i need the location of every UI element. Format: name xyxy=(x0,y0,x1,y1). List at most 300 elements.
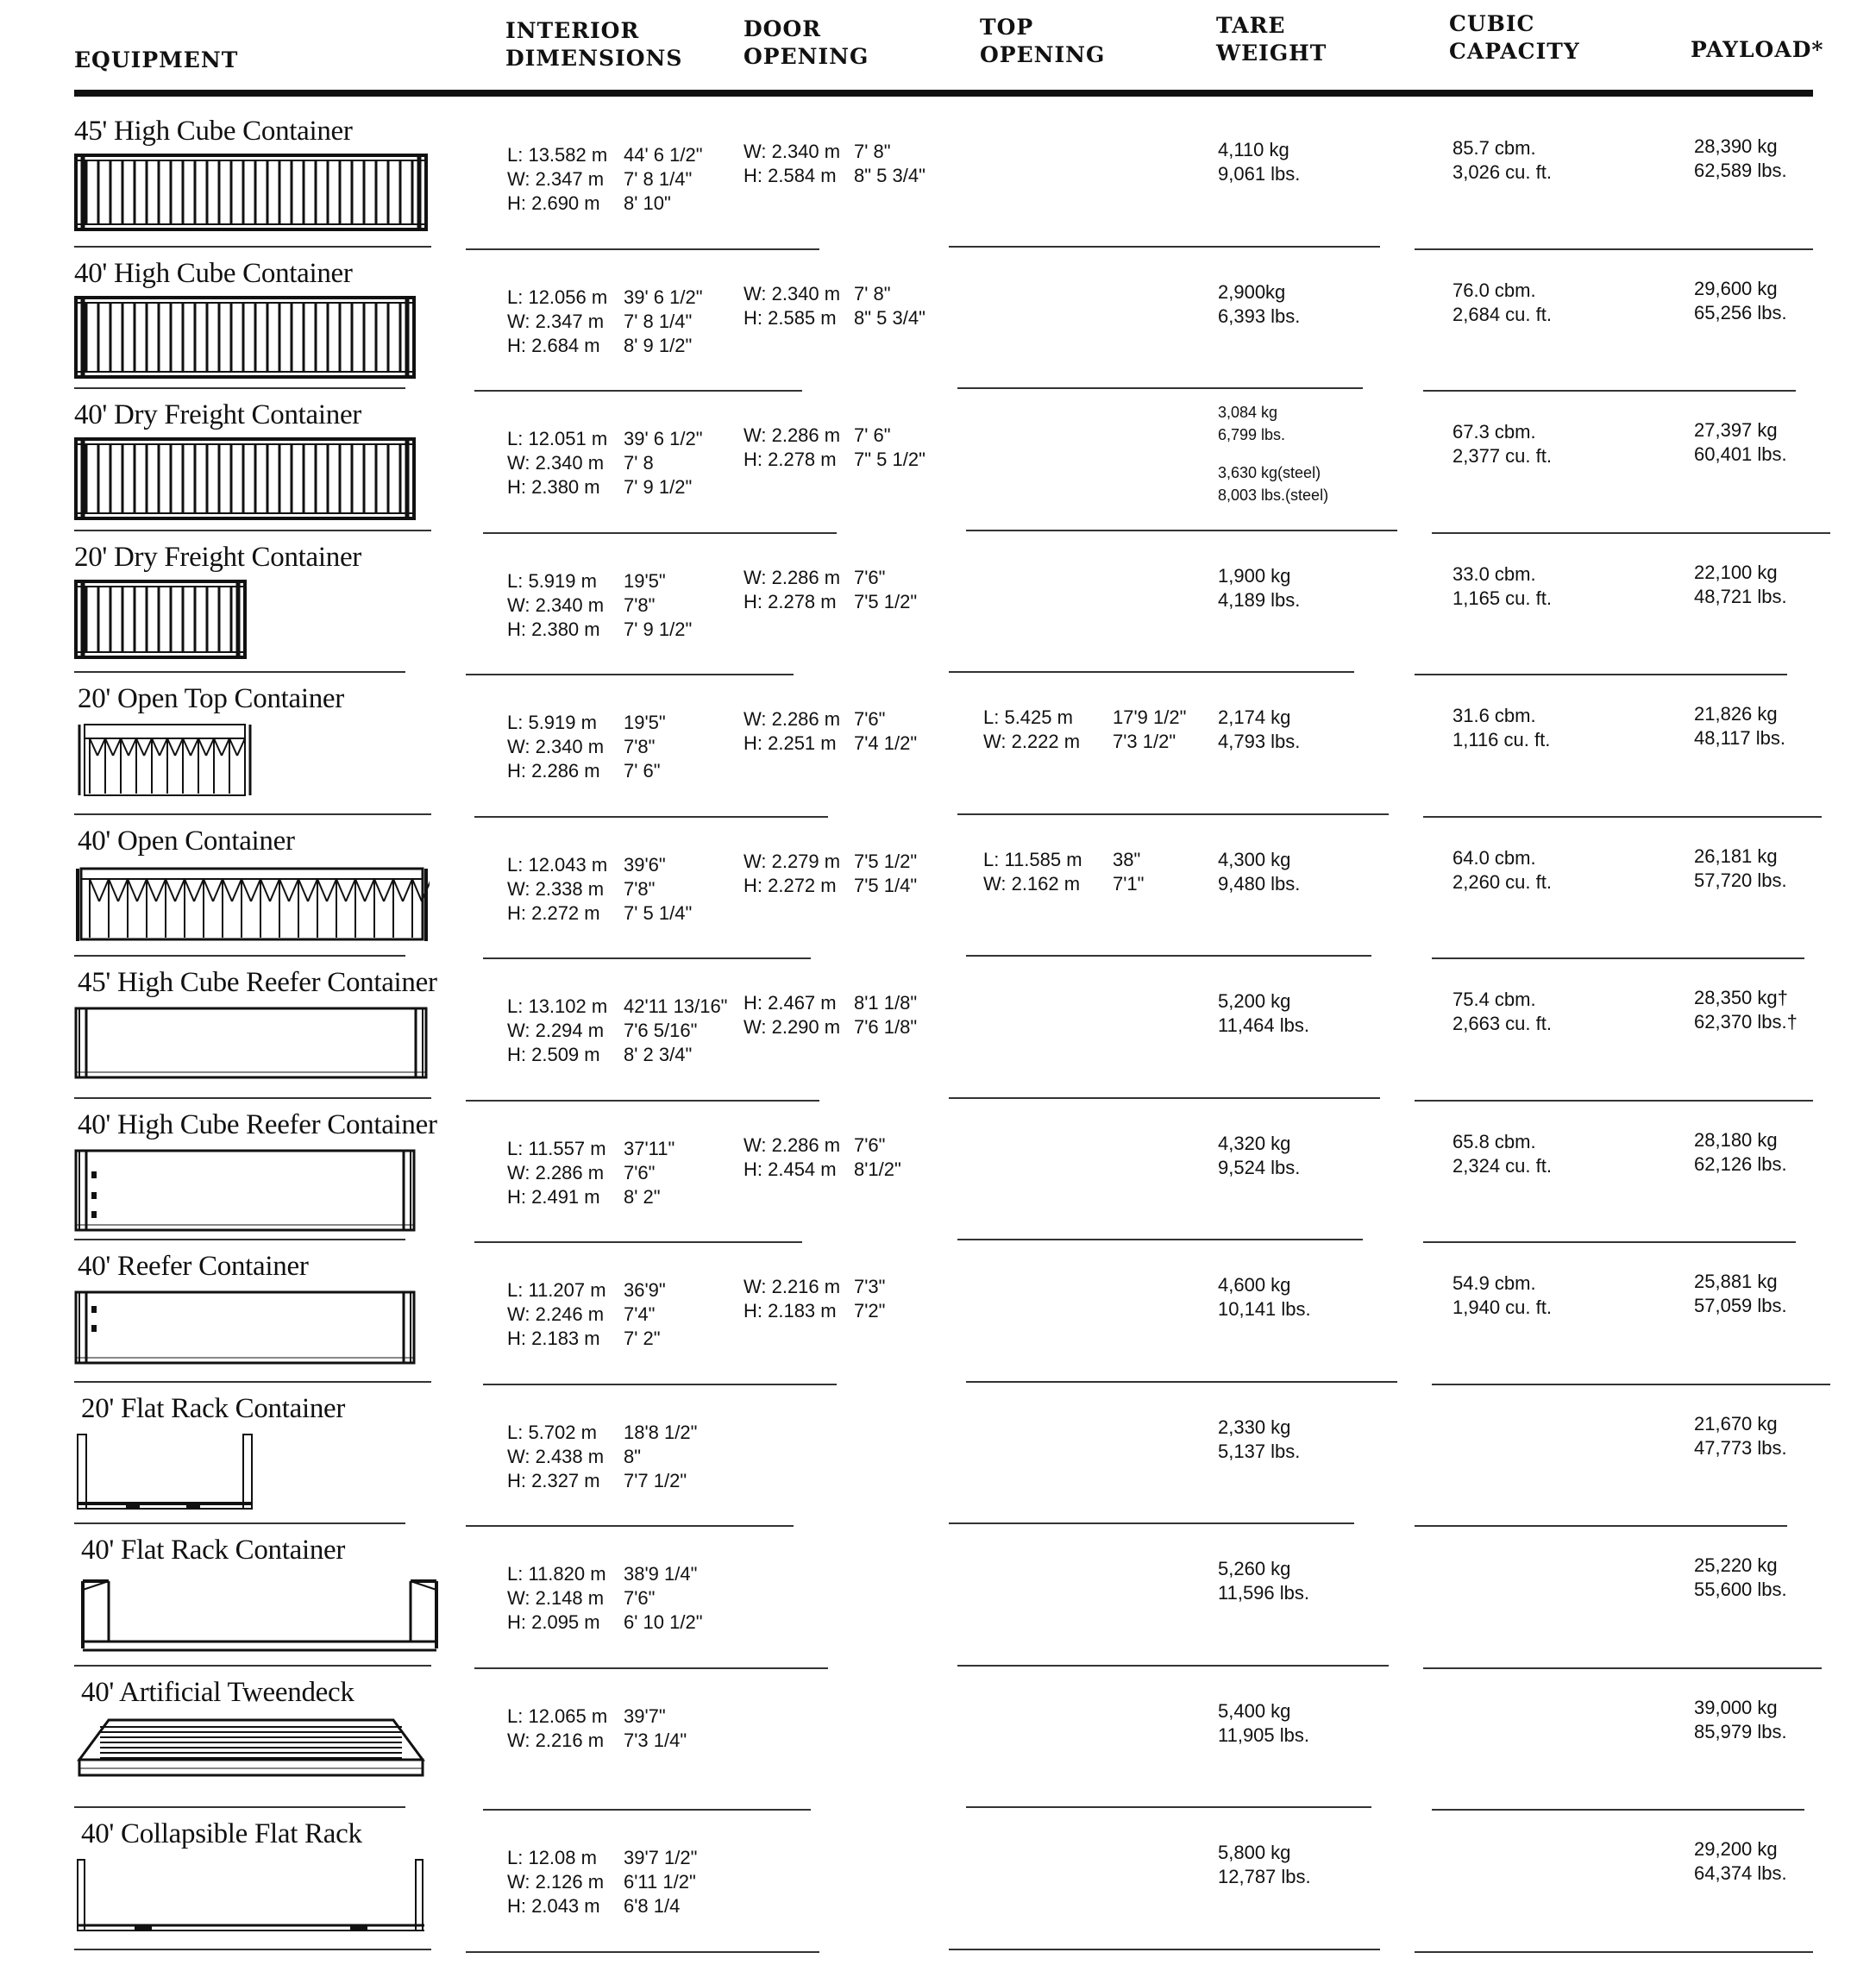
door-metric: W: 2.340 m xyxy=(743,141,841,162)
cubic-line: 1,165 cu. ft. xyxy=(1452,587,1552,609)
equipment-name: 45' High Cube Container xyxy=(74,116,353,147)
payload-line: 48,117 lbs. xyxy=(1694,727,1786,749)
top-line xyxy=(983,706,1186,730)
door-imperial: 7' 8" xyxy=(854,282,891,304)
interior-dimensions xyxy=(507,1562,703,1635)
header-rule xyxy=(74,90,1813,97)
interior-imperial: 39'7" xyxy=(624,1704,666,1727)
door-imperial: 7'5 1/2" xyxy=(854,850,918,872)
door-imperial: 8'1/2" xyxy=(854,1158,901,1180)
table-row xyxy=(0,1102,1876,1244)
door-line xyxy=(743,448,925,472)
payload xyxy=(1694,1412,1787,1460)
interior-imperial: 7'7 1/2" xyxy=(624,1469,687,1491)
door-line xyxy=(743,140,925,164)
door-imperial: 7'6" xyxy=(854,1133,886,1156)
equipment-name: 40' High Cube Container xyxy=(74,257,353,289)
payload-line: 26,181 kg xyxy=(1694,844,1778,867)
tare-weight xyxy=(1218,1416,1300,1464)
top-opening xyxy=(983,848,1144,896)
interior-metric: L: 11.207 m xyxy=(507,1279,606,1301)
cubic-line: 67.3 cbm. xyxy=(1452,421,1536,443)
payload-line: 22,100 kg xyxy=(1694,561,1778,583)
interior-dimensions xyxy=(507,286,703,358)
top-metric: L: 5.425 m xyxy=(983,706,1073,728)
interior-line xyxy=(507,1303,666,1327)
container-illustration xyxy=(74,863,430,945)
cubic-line: 65.8 cbm. xyxy=(1452,1130,1536,1152)
door-imperial: 7'6" xyxy=(854,566,886,588)
door-line xyxy=(743,1133,901,1158)
interior-line xyxy=(507,1704,687,1729)
interior-metric: H: 2.380 m xyxy=(507,618,600,640)
equipment-name: 40' High Cube Reefer Container xyxy=(78,1108,437,1140)
cubic-line: 2,377 cu. ft. xyxy=(1452,445,1552,467)
interior-metric: L: 12.043 m xyxy=(507,853,608,876)
interior-line xyxy=(507,593,692,618)
interior-line xyxy=(507,1586,703,1610)
door-imperial: 7'6 1/8" xyxy=(854,1016,918,1038)
door-metric: H: 2.183 m xyxy=(743,1300,837,1322)
row-separator xyxy=(74,1665,431,1667)
door-line xyxy=(743,1275,885,1299)
payload-line: 65,256 lbs. xyxy=(1694,301,1787,323)
door-imperial: 7' 6" xyxy=(854,424,891,446)
interior-imperial: 7'6" xyxy=(624,1161,656,1183)
tare-line: 2,900kg xyxy=(1218,280,1286,303)
top-line xyxy=(983,730,1186,754)
payload-line: 28,180 kg xyxy=(1694,1128,1778,1151)
payload-line: 39,000 kg xyxy=(1694,1696,1778,1718)
row-separator xyxy=(1415,1951,1813,1953)
row-separator xyxy=(957,1665,1389,1667)
tare-line: 5,200 kg xyxy=(1218,990,1291,1012)
row-separator xyxy=(1423,816,1822,818)
interior-dimensions xyxy=(507,1846,697,1918)
payload-line: 62,589 lbs. xyxy=(1694,160,1787,181)
door-line xyxy=(743,1299,885,1323)
interior-line xyxy=(507,1894,697,1918)
cubic-line: 64.0 cbm. xyxy=(1452,846,1536,869)
door-line xyxy=(743,850,917,874)
cubic-capacity xyxy=(1452,1130,1552,1178)
cubic-capacity xyxy=(1452,136,1552,185)
door-metric: H: 2.272 m xyxy=(743,874,837,896)
row-separator xyxy=(466,1100,819,1102)
door-opening xyxy=(743,1275,885,1323)
interior-line xyxy=(507,427,703,451)
row-separator xyxy=(483,1809,811,1811)
interior-dimensions xyxy=(507,143,703,216)
interior-line xyxy=(507,569,692,593)
table-row xyxy=(0,1386,1876,1528)
interior-line xyxy=(507,735,666,759)
tare-line: 3,630 kg(steel) xyxy=(1218,464,1321,481)
header-tare-weight: TARE WEIGHT xyxy=(1216,13,1327,66)
interior-imperial: 37'11" xyxy=(624,1137,675,1159)
equipment-name: 20' Flat Rack Container xyxy=(81,1392,346,1424)
door-opening xyxy=(743,282,925,330)
interior-metric: W: 2.286 m xyxy=(507,1161,605,1183)
interior-metric: L: 13.102 m xyxy=(507,995,608,1017)
interior-imperial: 7' 9 1/2" xyxy=(624,476,693,498)
tare-line: 4,300 kg xyxy=(1218,848,1291,870)
payload xyxy=(1694,135,1787,183)
payload-line: 62,370 lbs.† xyxy=(1694,1011,1798,1033)
tare-weight xyxy=(1218,280,1300,329)
interior-metric: H: 2.690 m xyxy=(507,192,600,214)
tare-weight xyxy=(1218,1557,1309,1605)
interior-imperial: 39' 6 1/2" xyxy=(624,286,703,308)
payload-line: 25,220 kg xyxy=(1694,1554,1778,1576)
row-separator xyxy=(1423,390,1796,392)
tare-line: 1,900 kg xyxy=(1218,564,1291,587)
tare-line: 5,260 kg xyxy=(1218,1558,1291,1579)
container-illustration xyxy=(74,1005,428,1081)
payload-line: 21,826 kg xyxy=(1694,703,1778,725)
interior-line xyxy=(507,310,703,334)
door-imperial: 7'3" xyxy=(854,1276,886,1297)
interior-line xyxy=(507,1562,703,1586)
cubic-line: 2,684 cu. ft. xyxy=(1452,303,1552,325)
row-separator xyxy=(74,1806,405,1808)
table-row xyxy=(0,535,1876,676)
interior-line xyxy=(507,1019,727,1043)
tare-line: 11,464 lbs. xyxy=(1218,1014,1310,1036)
payload-line: 55,600 lbs. xyxy=(1694,1579,1787,1600)
door-line xyxy=(743,874,917,898)
payload xyxy=(1694,1128,1787,1177)
header-door-opening: DOOR OPENING xyxy=(743,16,869,69)
equipment-name: 40' Reefer Container xyxy=(78,1251,309,1282)
row-separator xyxy=(949,1097,1380,1099)
door-opening xyxy=(743,991,917,1039)
interior-imperial: 7' 9 1/2" xyxy=(624,618,693,640)
payload-line: 62,126 lbs. xyxy=(1694,1152,1787,1175)
cubic-line: 33.0 cbm. xyxy=(1452,562,1536,585)
interior-metric: L: 5.919 m xyxy=(507,712,597,733)
payload xyxy=(1694,561,1787,609)
interior-dimensions xyxy=(507,1421,697,1493)
container-illustration xyxy=(74,1289,416,1366)
door-imperial: 7'4 1/2" xyxy=(854,732,918,754)
interior-imperial: 7'8" xyxy=(624,593,656,616)
interior-imperial: 39' 6 1/2" xyxy=(624,428,703,449)
payload xyxy=(1694,1837,1787,1886)
interior-metric: H: 2.509 m xyxy=(507,1044,600,1065)
row-separator xyxy=(1432,957,1804,959)
interior-line xyxy=(507,901,692,926)
interior-line xyxy=(507,286,703,310)
interior-metric: W: 2.338 m xyxy=(507,877,605,900)
door-line xyxy=(743,1158,901,1182)
row-separator xyxy=(949,1949,1380,1950)
interior-imperial: 7'6" xyxy=(624,1587,656,1609)
interior-metric: H: 2.286 m xyxy=(507,760,600,782)
tare-line: 6,799 lbs. xyxy=(1218,426,1286,443)
interior-line xyxy=(507,191,703,216)
header-equipment: EQUIPMENT xyxy=(74,47,239,72)
payload-line: 21,670 kg xyxy=(1694,1412,1778,1435)
table-row xyxy=(0,1811,1876,1953)
door-metric: H: 2.454 m xyxy=(743,1158,837,1180)
interior-metric: H: 2.327 m xyxy=(507,1469,600,1491)
interior-metric: W: 2.340 m xyxy=(507,736,605,757)
tare-line: 9,524 lbs. xyxy=(1218,1156,1301,1178)
row-separator xyxy=(74,1381,431,1383)
top-opening xyxy=(983,706,1186,754)
tare-line: 9,061 lbs. xyxy=(1218,163,1301,185)
door-metric: W: 2.216 m xyxy=(743,1276,841,1297)
row-separator xyxy=(74,1522,405,1524)
container-illustration xyxy=(74,1431,255,1512)
interior-metric: L: 5.702 m xyxy=(507,1421,597,1443)
cubic-capacity xyxy=(1452,704,1550,752)
interior-metric: W: 2.347 m xyxy=(507,310,605,332)
interior-imperial: 7'8" xyxy=(624,736,656,757)
payload xyxy=(1694,1270,1787,1318)
door-line xyxy=(743,707,917,731)
tare-weight xyxy=(1218,1273,1311,1322)
door-line xyxy=(743,731,917,756)
door-line xyxy=(743,306,925,330)
equipment-name: 40' Collapsible Flat Rack xyxy=(81,1818,362,1849)
cubic-line: 1,940 cu. ft. xyxy=(1452,1296,1552,1318)
door-line xyxy=(743,164,925,188)
payload-line: 57,720 lbs. xyxy=(1694,869,1787,891)
tare-line: 10,141 lbs. xyxy=(1218,1298,1311,1320)
row-separator xyxy=(1423,1241,1796,1243)
interior-imperial: 42'11 13/16" xyxy=(624,995,728,1017)
tare-line: 8,003 lbs.(steel) xyxy=(1218,487,1329,504)
row-separator xyxy=(957,387,1363,389)
row-separator xyxy=(966,1806,1371,1808)
door-metric: H: 2.251 m xyxy=(743,732,837,754)
row-separator xyxy=(74,813,431,815)
interior-line xyxy=(507,877,692,901)
payload-line: 57,059 lbs. xyxy=(1694,1295,1787,1316)
container-illustration xyxy=(74,154,428,231)
interior-imperial: 7'8" xyxy=(624,877,656,900)
interior-line xyxy=(507,1278,666,1303)
container-illustration xyxy=(74,437,416,520)
door-opening xyxy=(743,1133,901,1182)
door-imperial: 8'1 1/8" xyxy=(854,992,918,1014)
interior-dimensions xyxy=(507,995,727,1067)
payload-line: 47,773 lbs. xyxy=(1694,1436,1787,1459)
container-illustration xyxy=(74,1715,428,1780)
table-row xyxy=(0,1244,1876,1385)
payload xyxy=(1694,844,1787,893)
interior-imperial: 7' 6" xyxy=(624,760,661,782)
interior-line xyxy=(507,334,703,358)
door-line xyxy=(743,1015,917,1039)
interior-dimensions xyxy=(507,427,703,499)
tare-line: 4,793 lbs. xyxy=(1218,731,1301,752)
cubic-line: 75.4 cbm. xyxy=(1452,989,1536,1010)
interior-imperial: 8' 9 1/2" xyxy=(624,334,693,356)
header-interior-dimensions: INTERIOR DIMENSIONS xyxy=(505,18,683,71)
payload-line: 64,374 lbs. xyxy=(1694,1862,1787,1884)
cubic-capacity xyxy=(1452,988,1552,1036)
tare-weight xyxy=(1218,848,1300,896)
tare-line: 11,596 lbs. xyxy=(1218,1582,1310,1604)
row-separator xyxy=(1432,532,1830,534)
row-separator xyxy=(966,530,1397,531)
row-separator xyxy=(483,532,837,534)
cubic-line: 2,260 cu. ft. xyxy=(1452,870,1552,893)
top-metric: W: 2.222 m xyxy=(983,731,1081,752)
payload-line: 29,200 kg xyxy=(1694,1838,1778,1860)
row-separator xyxy=(466,1951,819,1953)
interior-metric: W: 2.148 m xyxy=(507,1587,605,1609)
cubic-line: 76.0 cbm. xyxy=(1452,279,1536,301)
door-metric: H: 2.278 m xyxy=(743,449,837,470)
payload xyxy=(1694,277,1787,325)
row-separator xyxy=(1415,248,1813,250)
container-illustration xyxy=(74,580,247,659)
tare-line: 6,393 lbs. xyxy=(1218,304,1301,327)
top-imperial: 17'9 1/2" xyxy=(1113,706,1187,728)
payload xyxy=(1694,986,1798,1034)
interior-line xyxy=(507,1870,697,1894)
interior-line xyxy=(507,711,666,735)
interior-imperial: 7' 8 1/4" xyxy=(624,310,693,332)
table-row xyxy=(0,960,1876,1102)
row-separator xyxy=(966,955,1371,957)
tare-line: 5,137 lbs. xyxy=(1218,1440,1301,1462)
cubic-capacity xyxy=(1452,420,1552,468)
door-line xyxy=(743,991,917,1015)
table-row xyxy=(0,676,1876,818)
tare-line: 4,189 lbs. xyxy=(1218,588,1301,611)
table-row xyxy=(0,251,1876,392)
interior-imperial: 6'8 1/4 xyxy=(624,1895,681,1917)
container-illustration xyxy=(74,1573,445,1655)
interior-line xyxy=(507,1729,687,1753)
cubic-capacity xyxy=(1452,562,1552,611)
equipment-name: 40' Flat Rack Container xyxy=(81,1535,346,1566)
container-illustration xyxy=(74,1856,428,1934)
interior-line xyxy=(507,167,703,191)
tare-weight xyxy=(1218,1699,1309,1748)
row-separator xyxy=(483,957,811,959)
row-separator xyxy=(1415,1525,1787,1527)
interior-imperial: 39'7 1/2" xyxy=(624,1847,698,1868)
interior-line xyxy=(507,1137,674,1161)
payload-line: 27,397 kg xyxy=(1694,419,1778,441)
interior-metric: H: 2.043 m xyxy=(507,1895,600,1917)
interior-metric: W: 2.347 m xyxy=(507,168,605,190)
row-separator xyxy=(966,1381,1397,1383)
tare-line: 4,600 kg xyxy=(1218,1274,1291,1296)
tare-line: 2,174 kg xyxy=(1218,706,1291,728)
top-metric: L: 11.585 m xyxy=(983,848,1082,870)
door-metric: W: 2.286 m xyxy=(743,1133,841,1156)
interior-line xyxy=(507,1469,697,1493)
payload xyxy=(1694,1554,1787,1602)
payload xyxy=(1694,418,1787,467)
interior-metric: W: 2.340 m xyxy=(507,593,605,616)
door-metric: H: 2.278 m xyxy=(743,590,837,612)
interior-imperial: 44' 6 1/2" xyxy=(624,144,703,166)
tare-line: 5,400 kg xyxy=(1218,1699,1291,1722)
row-separator xyxy=(1432,1384,1830,1385)
interior-imperial: 7' 8 1/4" xyxy=(624,168,693,190)
interior-metric: H: 2.491 m xyxy=(507,1185,600,1208)
interior-imperial: 19'5" xyxy=(624,712,666,733)
interior-imperial: 7'3 1/4" xyxy=(624,1729,687,1751)
door-metric: H: 2.585 m xyxy=(743,306,837,329)
header-payload: PAYLOAD* xyxy=(1691,37,1824,62)
interior-metric: H: 2.183 m xyxy=(507,1328,600,1349)
row-separator xyxy=(474,390,802,392)
row-separator xyxy=(1432,1809,1804,1811)
interior-imperial: 7' 5 1/4" xyxy=(624,901,693,924)
interior-line xyxy=(507,618,692,642)
door-metric: W: 2.290 m xyxy=(743,1016,841,1038)
interior-imperial: 7'4" xyxy=(624,1303,656,1325)
interior-metric: L: 12.08 m xyxy=(507,1847,597,1868)
interior-imperial: 7'6 5/16" xyxy=(624,1020,698,1041)
door-imperial: 8" 5 3/4" xyxy=(854,165,925,186)
interior-metric: L: 5.919 m xyxy=(507,569,597,592)
door-metric: W: 2.286 m xyxy=(743,708,841,730)
interior-imperial: 38'9 1/4" xyxy=(624,1563,698,1585)
top-line xyxy=(983,872,1144,896)
door-imperial: 7'2" xyxy=(854,1300,886,1322)
tare-line: 3,084 kg xyxy=(1218,404,1278,421)
interior-metric: W: 2.340 m xyxy=(507,452,605,474)
row-separator xyxy=(74,671,405,673)
interior-imperial: 8' 2" xyxy=(624,1185,661,1208)
table-row xyxy=(0,109,1876,250)
row-separator xyxy=(949,671,1354,673)
interior-line xyxy=(507,1185,674,1209)
cubic-line: 2,324 cu. ft. xyxy=(1452,1154,1552,1177)
interior-metric: W: 2.438 m xyxy=(507,1445,605,1467)
equipment-name: 40' Dry Freight Container xyxy=(74,399,361,430)
interior-dimensions xyxy=(507,853,692,926)
interior-metric: L: 11.557 m xyxy=(507,1137,606,1159)
tare-weight xyxy=(1218,564,1300,612)
tare-weight xyxy=(1218,401,1328,506)
payload-line: 25,881 kg xyxy=(1694,1271,1778,1292)
container-illustration xyxy=(74,721,255,799)
payload-line: 28,350 kg† xyxy=(1694,987,1788,1008)
door-opening xyxy=(743,707,917,756)
row-separator xyxy=(1423,1667,1822,1669)
row-separator xyxy=(483,1384,837,1385)
interior-line xyxy=(507,1445,697,1469)
row-separator xyxy=(949,246,1380,248)
equipment-name: 40' Artificial Tweendeck xyxy=(81,1676,354,1708)
door-metric: W: 2.340 m xyxy=(743,282,841,304)
row-separator xyxy=(949,1522,1354,1524)
interior-imperial: 7' 2" xyxy=(624,1328,661,1349)
equipment-name: 20' Open Top Container xyxy=(78,683,344,714)
door-opening xyxy=(743,140,925,188)
door-imperial: 7'5 1/4" xyxy=(854,874,918,896)
interior-line xyxy=(507,1610,703,1635)
interior-line xyxy=(507,1421,697,1445)
interior-line xyxy=(507,759,666,783)
row-separator xyxy=(474,1667,828,1669)
interior-dimensions xyxy=(507,1137,674,1209)
tare-weight xyxy=(1218,989,1309,1038)
row-separator xyxy=(466,1525,794,1527)
top-line xyxy=(983,848,1144,872)
